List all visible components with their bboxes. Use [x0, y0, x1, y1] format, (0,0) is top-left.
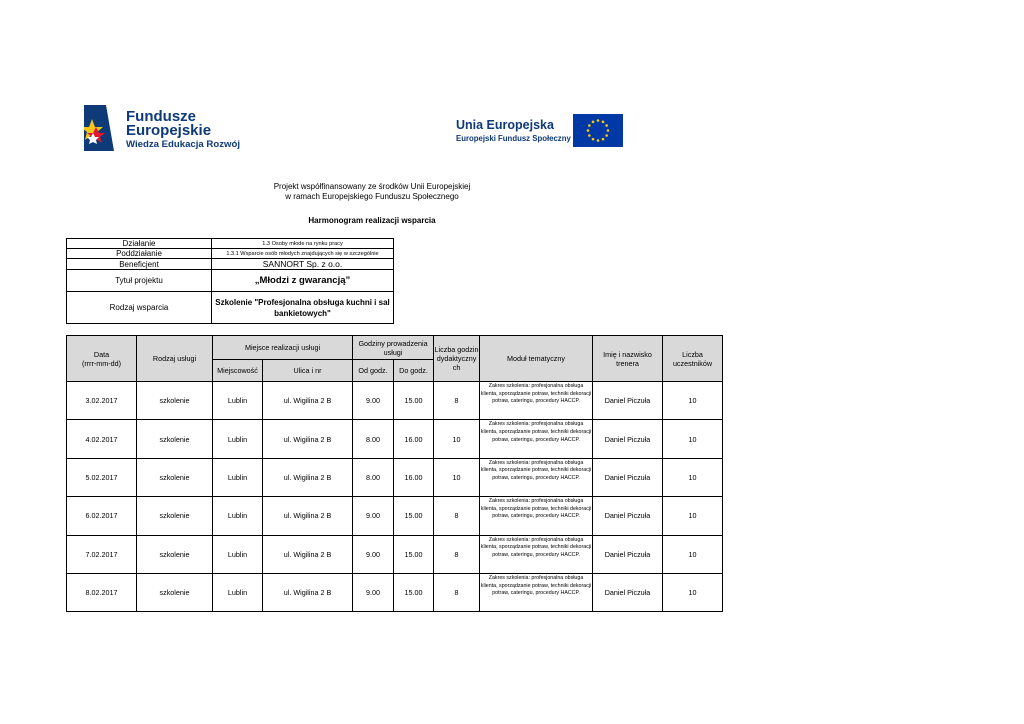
- cell-hours: 10: [434, 420, 480, 458]
- fe-star-icon: [84, 105, 114, 151]
- beneficjent-value: SANNORT Sp. z o.o.: [212, 259, 394, 270]
- cell-to: 15.00: [394, 573, 434, 611]
- cell-street: ul. Wigilina 2 B: [263, 458, 353, 496]
- cell-street: ul. Wigilina 2 B: [263, 382, 353, 420]
- table-row: [67, 458, 723, 496]
- cell-city: Lublin: [213, 382, 263, 420]
- cell-participants: 10: [663, 497, 723, 535]
- cofinanced-line-2: w ramach Europejskiego Funduszu Społecznego: [285, 192, 459, 201]
- cell-hours: 8: [434, 497, 480, 535]
- ue-subtitle: Europejski Fundusz Społeczny: [456, 134, 571, 143]
- cell-date: 4.02.2017: [67, 420, 137, 458]
- cell-trainer: Daniel Piczuła: [593, 382, 663, 420]
- cell-module: Zakres szkolenia: profesjonalna obsługa klienta, sporządzanie potraw, techniki dekoracji potraw, cateringu, procedury HACCP.: [480, 535, 593, 573]
- poddzialanie-label: Poddziałanie: [67, 249, 212, 259]
- cell-trainer: Daniel Piczuła: [593, 535, 663, 573]
- header-do: Do godz.: [394, 360, 434, 382]
- cell-type: szkolenie: [137, 382, 213, 420]
- beneficjent-label: Beneficjent: [67, 259, 212, 270]
- cell-module: Zakres szkolenia: profesjonalna obsługa klienta, sporządzanie potraw, techniki dekoracji potraw, cateringu, procedury HACCP.: [480, 420, 593, 458]
- rodzaj-value: Szkolenie "Profesjonalna obsługa kuchni i sal bankietowych": [212, 292, 394, 324]
- cell-module: Zakres szkolenia: profesjonalna obsługa klienta, sporządzanie potraw, techniki dekoracji potraw, cateringu, procedury HACCP.: [480, 458, 593, 496]
- cell-to: 16.00: [394, 458, 434, 496]
- cell-participants: 10: [663, 382, 723, 420]
- cell-city: Lublin: [213, 573, 263, 611]
- cell-hours: 8: [434, 573, 480, 611]
- header-miejsce: Miejsce realizacji usługi: [213, 336, 353, 360]
- table-row: [67, 535, 723, 573]
- cell-to: 15.00: [394, 382, 434, 420]
- header-miejscowosc: Miejscowość: [213, 360, 263, 382]
- cell-city: Lublin: [213, 458, 263, 496]
- cell-trainer: Daniel Piczuła: [593, 420, 663, 458]
- cell-to: 16.00: [394, 420, 434, 458]
- cell-city: Lublin: [213, 497, 263, 535]
- cell-street: ul. Wigilina 2 B: [263, 573, 353, 611]
- header-rodzaj: Rodzaj usługi: [137, 336, 213, 382]
- cell-date: 8.02.2017: [67, 573, 137, 611]
- cell-participants: 10: [663, 573, 723, 611]
- header-data: Data (rrrr-mm-dd): [67, 336, 137, 382]
- cell-date: 3.02.2017: [67, 382, 137, 420]
- tytul-value: „Młodzi z gwarancją”: [212, 270, 394, 292]
- cell-to: 15.00: [394, 535, 434, 573]
- cell-city: Lublin: [213, 535, 263, 573]
- cell-date: 5.02.2017: [67, 458, 137, 496]
- cell-hours: 8: [434, 535, 480, 573]
- cell-street: ul. Wigilina 2 B: [263, 535, 353, 573]
- cell-date: 6.02.2017: [67, 497, 137, 535]
- cell-module: Zakres szkolenia: profesjonalna obsługa klienta, sporządzanie potraw, techniki dekoracji potraw, cateringu, procedury HACCP.: [480, 382, 593, 420]
- eu-flag-icon: [573, 114, 623, 147]
- cell-hours: 8: [434, 382, 480, 420]
- cell-from: 8.00: [353, 420, 394, 458]
- cell-to: 15.00: [394, 497, 434, 535]
- header-uczestnikow: Liczba uczestników: [663, 336, 723, 382]
- ue-label: [456, 118, 571, 143]
- dzialanie-value: 1.3 Osoby młode na rynku pracy: [212, 239, 394, 249]
- cell-street: ul. Wigilina 2 B: [263, 497, 353, 535]
- header-trener: Imię i nazwisko trenera: [593, 336, 663, 382]
- cell-module: Zakres szkolenia: profesjonalna obsługa klienta, sporządzanie potraw, techniki dekoracji potraw, cateringu, procedury HACCP.: [480, 497, 593, 535]
- table-row: [67, 573, 723, 611]
- cell-from: 9.00: [353, 497, 394, 535]
- cell-hours: 10: [434, 458, 480, 496]
- cell-type: szkolenie: [137, 497, 213, 535]
- cell-from: 9.00: [353, 382, 394, 420]
- header-godziny: Godziny prowadzenia usługi: [353, 336, 434, 360]
- header-modul: Moduł tematyczny: [480, 336, 593, 382]
- cofinanced-line-1: Projekt współfinansowany ze środków Unii Europejskiej: [273, 182, 471, 191]
- rodzaj-label: Rodzaj wsparcia: [67, 292, 212, 324]
- cell-from: 8.00: [353, 458, 394, 496]
- cell-type: szkolenie: [137, 535, 213, 573]
- cell-from: 9.00: [353, 573, 394, 611]
- cell-city: Lublin: [213, 420, 263, 458]
- document-title: Harmonogram realizacji wsparcia: [308, 216, 436, 225]
- header-liczba-godzin: Liczba godzin dydaktyczny ch: [434, 336, 480, 382]
- fundusze-europejskie-logo: [76, 97, 240, 161]
- cell-type: szkolenie: [137, 458, 213, 496]
- cell-date: 7.02.2017: [67, 535, 137, 573]
- table-row: [67, 420, 723, 458]
- header-od: Od godz.: [353, 360, 394, 382]
- cell-trainer: Daniel Piczuła: [593, 497, 663, 535]
- project-info-table: [66, 238, 394, 324]
- poddzialanie-value: 1.3.1 Wsparcie osób młodych znajdujących się w szczególnie: [212, 249, 394, 259]
- cell-type: szkolenie: [137, 420, 213, 458]
- cell-participants: 10: [663, 458, 723, 496]
- cell-from: 9.00: [353, 535, 394, 573]
- cell-street: ul. Wigilina 2 B: [263, 420, 353, 458]
- fe-title: Fundusze Europejskie: [126, 108, 212, 139]
- ue-title: Unia Europejska: [456, 118, 554, 132]
- cell-participants: 10: [663, 420, 723, 458]
- cell-type: szkolenie: [137, 573, 213, 611]
- table-row: [67, 382, 723, 420]
- cell-module: Zakres szkolenia: profesjonalna obsługa klienta, sporządzanie potraw, techniki dekoracji potraw, cateringu, procedury HACCP.: [480, 573, 593, 611]
- schedule-table: [66, 335, 723, 612]
- tytul-label: Tytuł projektu: [67, 270, 212, 292]
- header-ulica: Ulica i nr: [263, 360, 353, 382]
- cell-participants: 10: [663, 535, 723, 573]
- table-row: [67, 497, 723, 535]
- dzialanie-label: Działanie: [67, 239, 212, 249]
- cell-trainer: Daniel Piczuła: [593, 573, 663, 611]
- fe-subtitle: Wiedza Edukacja Rozwój: [126, 139, 240, 150]
- cell-trainer: Daniel Piczuła: [593, 458, 663, 496]
